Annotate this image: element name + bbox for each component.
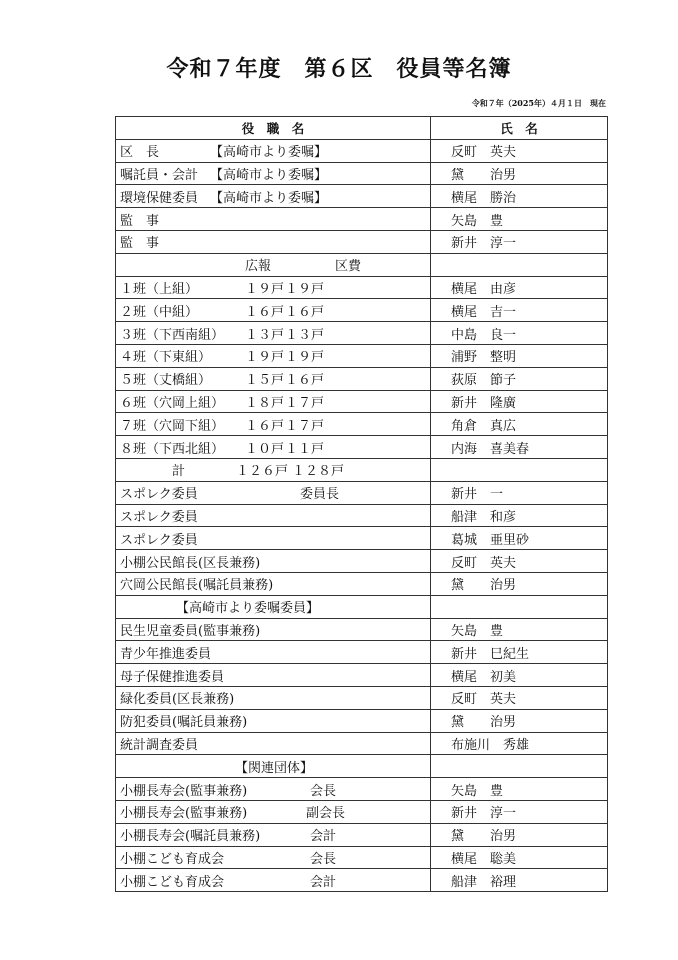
name-cell: 船津 和彦 [431,504,608,527]
name-cell: 横尾 由彦 [431,276,608,299]
section-header-row [116,253,608,276]
note-cell: 会計 [310,874,337,890]
page-title: 令和７年度 第６区 役員等名簿 [166,56,512,82]
name-cell: 横尾 吉一 [431,299,608,322]
section-label: 【関連団体】 [235,760,314,776]
name-cell: 矢島 豊 [431,208,608,231]
table-row [116,208,608,231]
table-row [116,869,608,892]
group-cell: ６班（穴岡上組） [120,395,225,411]
name-cell: 矢島 豊 [431,778,608,801]
section-label: 【高崎市より委嘱委員】 [176,601,320,617]
header-role: 役 職 名 [116,117,431,140]
name-cell: 反町 英夫 [431,686,608,709]
note-cell: 会長 [310,851,337,867]
name-cell: 黛 治男 [431,572,608,595]
table-row [116,322,608,345]
name-cell: 布施川 秀雄 [431,732,608,755]
group-cell: ３班（下西南組） [120,327,225,343]
table-row [116,527,608,550]
table-row [116,367,608,390]
households-fee: １６戸 [285,373,325,389]
role-cell: 環境保健委員 [120,190,199,206]
table-row [116,481,608,504]
name-cell: 荻原 節子 [431,367,608,390]
role-cell: スポレク委員 [120,487,198,503]
households-fee: １６戸 [285,304,325,320]
table-row [116,823,608,846]
name-cell: 矢島 豊 [431,618,608,641]
table-row [116,846,608,869]
table-row [116,641,608,664]
group-cell: ８班（下西北組） [120,441,225,457]
officer-roster-table [115,116,608,892]
table-row [116,618,608,641]
note-cell: 【高崎市より委嘱】 [210,167,328,183]
as-of-date: 令和７年（2025年）４月１日 現在 [471,98,606,108]
name-cell: 新井 一 [431,481,608,504]
total-label: 計 [172,464,186,480]
table-row [116,732,608,755]
name-cell: 横尾 勝治 [431,185,608,208]
households-pr: １８戸 [245,395,285,411]
role-cell: 小棚長寿会(監事兼務) [120,806,248,822]
households-pr: １９戸 [245,281,285,297]
table-row [116,709,608,732]
households-fee: １９戸 [285,350,325,366]
households-fee: １１戸 [285,441,325,457]
households-fee: １３戸 [285,327,325,343]
name-cell: 中島 良一 [431,322,608,345]
table-row [116,436,608,459]
name-cell: 新井 隆廣 [431,390,608,413]
name-cell: 新井 淳一 [431,800,608,823]
note-cell: 【高崎市より委嘱】 [210,145,328,161]
header-name: 氏 名 [431,117,608,140]
pr-header: 広報 [245,259,272,275]
group-cell: １班（上組） [120,281,199,297]
households-pr: １３戸 [245,327,285,343]
note-cell: 【高崎市より委嘱】 [210,190,328,206]
role-cell: 小棚長寿会(嘱託員兼務) [120,829,261,845]
section-header-row [116,595,608,618]
name-cell: 横尾 初美 [431,664,608,687]
name-cell: 角倉 真広 [431,413,608,436]
name-cell: 船津 裕理 [431,869,608,892]
table-row [116,276,608,299]
table-row [116,413,608,436]
role-cell: スポレク委員 [116,504,431,527]
role-cell: 小棚公民館長(区長兼務) [116,550,431,573]
role-cell: 統計調査委員 [116,732,431,755]
role-cell: 防犯委員(嘱託員兼務) [116,709,431,732]
group-cell: ７班（穴岡下組） [120,418,225,434]
table-row [116,800,608,823]
role-cell: 区 長 [120,145,160,161]
name-cell: 浦野 整明 [431,344,608,367]
note-cell: 会長 [310,783,337,799]
total-row [116,458,608,481]
total-fee: １２８戸 [292,464,345,480]
fee-header: 区費 [335,259,362,275]
role-cell: 監 事 [116,230,431,253]
role-cell: スポレク委員 [116,527,431,550]
table-row [116,572,608,595]
group-cell: ５班（丈橋組） [120,373,212,389]
name-cell: 反町 英夫 [431,139,608,162]
name-cell: 内海 喜美春 [431,436,608,459]
total-pr: １２６戸 [236,464,289,480]
section-header-row [116,755,608,778]
note-cell: 会計 [310,829,337,845]
table-row [116,550,608,573]
households-pr: １５戸 [245,373,285,389]
name-cell: 黛 治男 [431,823,608,846]
role-cell: 監 事 [116,208,431,231]
households-pr: １６戸 [245,418,285,434]
name-cell: 新井 淳一 [431,230,608,253]
table-row [116,686,608,709]
households-pr: １０戸 [245,441,285,457]
name-cell: 黛 治男 [431,162,608,185]
table-row [116,139,608,162]
role-cell: 青少年推進委員 [116,641,431,664]
table-row [116,664,608,687]
households-fee: １７戸 [285,418,325,434]
name-cell: 横尾 聡美 [431,846,608,869]
table-row [116,344,608,367]
role-cell: 民生児童委員(監事兼務) [116,618,431,641]
group-cell: ２班（中組） [120,304,199,320]
table-row [116,185,608,208]
role-cell: 嘱託員・会計 [120,167,199,183]
table-row [116,299,608,322]
name-cell: 反町 英夫 [431,550,608,573]
group-cell: ４班（下東組） [120,350,212,366]
table-row [116,778,608,801]
table-row [116,162,608,185]
role-cell: 小棚こども育成会 [120,851,225,867]
note-cell: 副会長 [306,806,346,822]
table-row [116,390,608,413]
role-cell: 母子保健推進委員 [116,664,431,687]
note-cell: 委員長 [300,487,340,503]
table-header-row [116,117,608,140]
households-fee: １９戸 [285,281,325,297]
households-fee: １７戸 [285,395,325,411]
role-cell: 小棚長寿会(監事兼務) [120,783,248,799]
name-cell: 葛城 亜里砂 [431,527,608,550]
table-row [116,504,608,527]
role-cell: 小棚こども育成会 [120,874,225,890]
households-pr: １６戸 [245,304,285,320]
table-row [116,230,608,253]
name-cell: 黛 治男 [431,709,608,732]
role-cell: 緑化委員(区長兼務) [116,686,431,709]
households-pr: １９戸 [245,350,285,366]
role-cell: 穴岡公民館長(嘱託員兼務) [116,572,431,595]
name-cell: 新井 巳紀生 [431,641,608,664]
